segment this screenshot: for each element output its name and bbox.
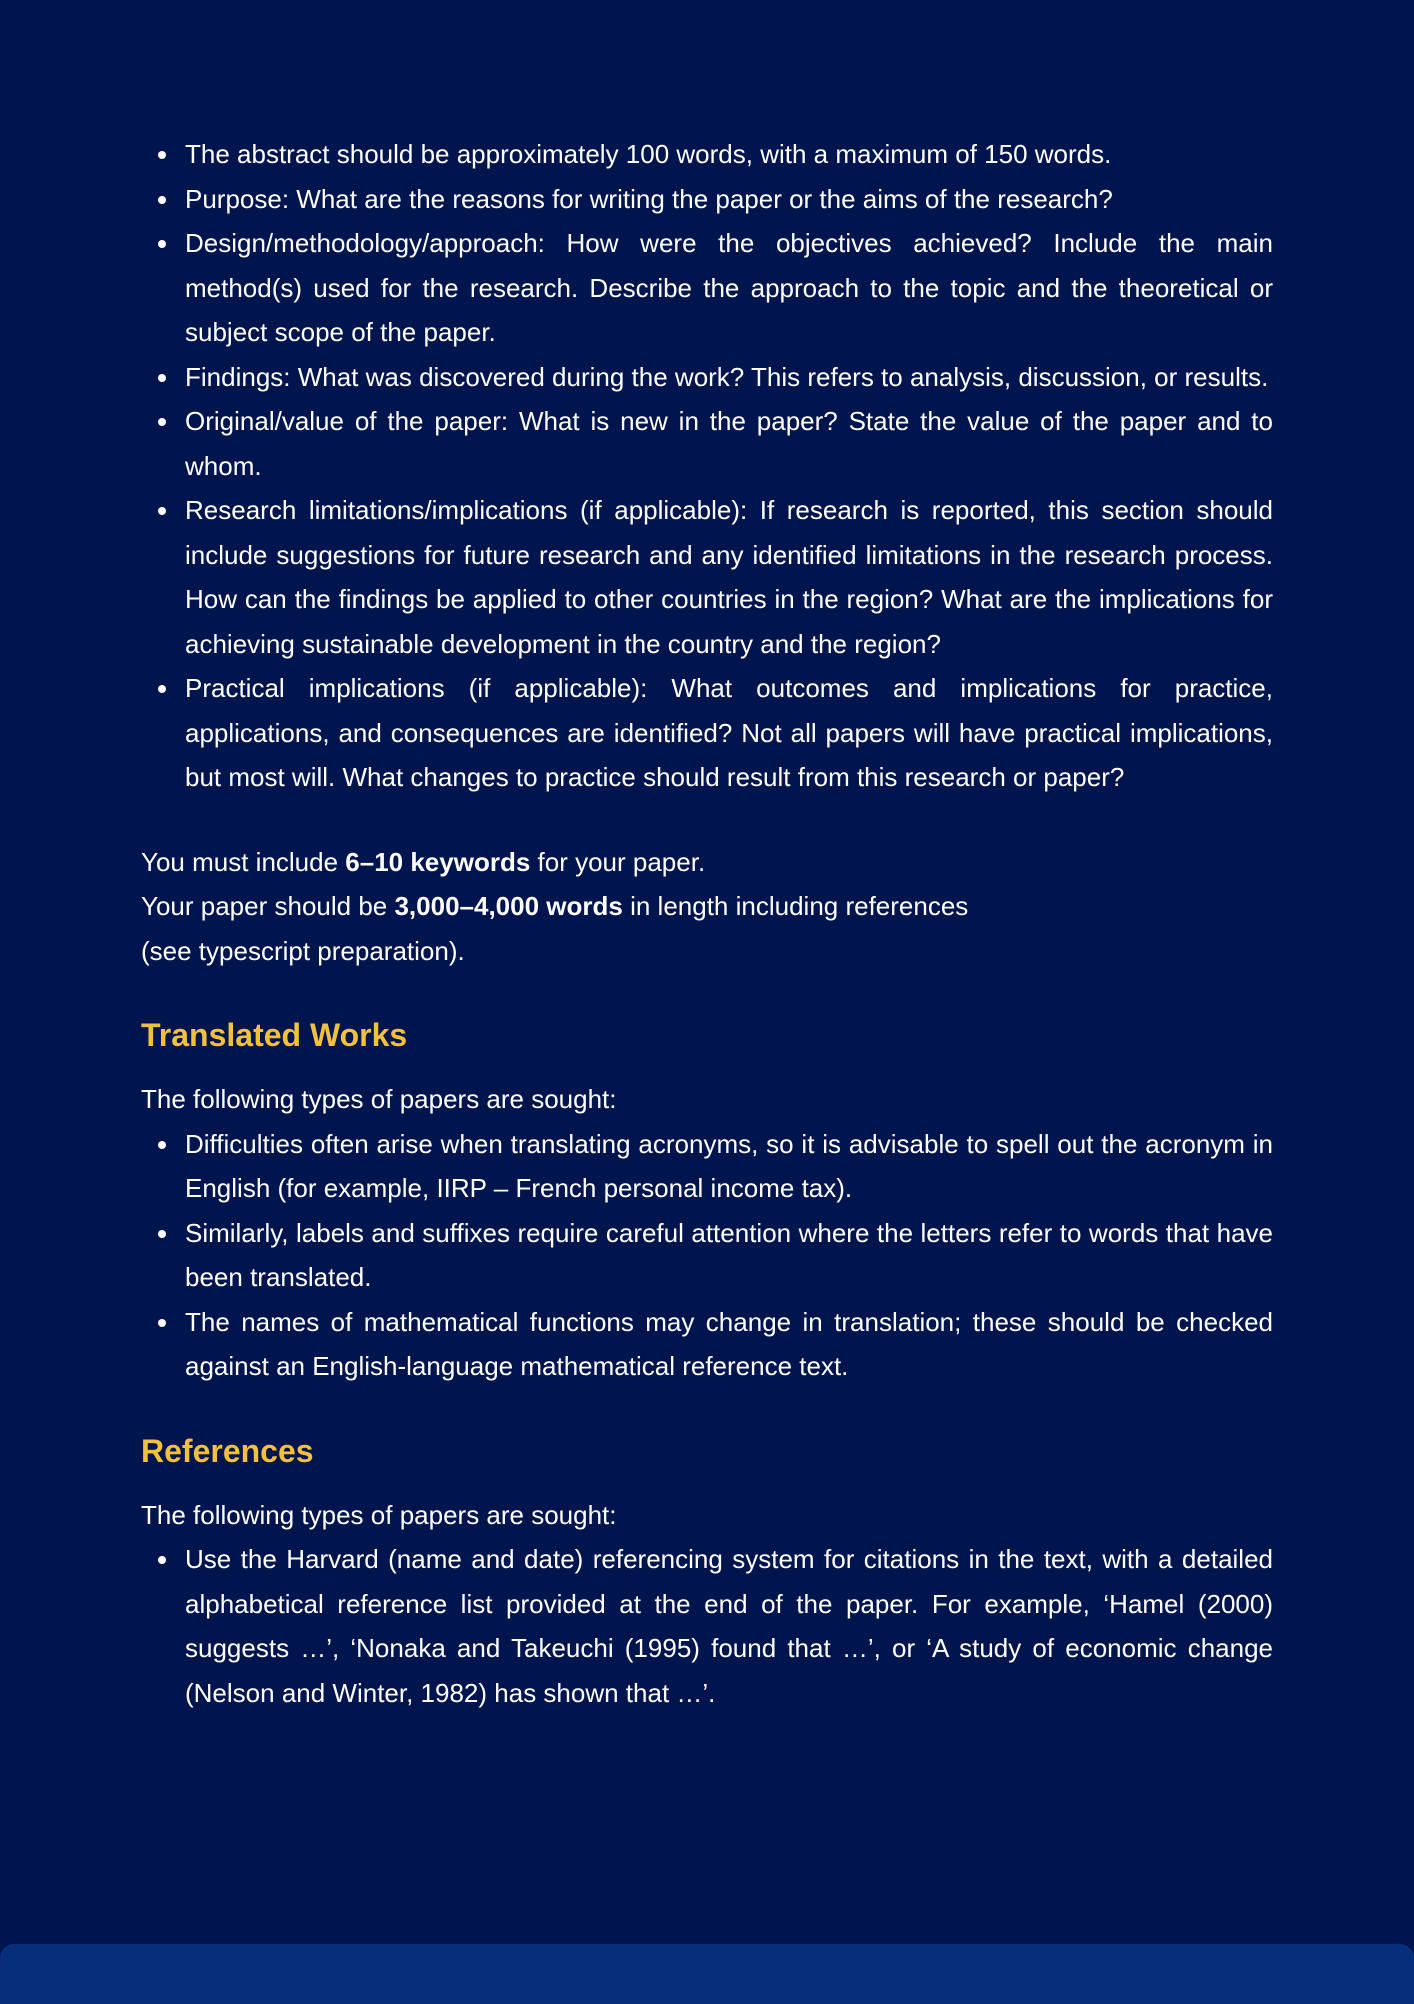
references-list (141, 1537, 1273, 1715)
list-item: The names of mathematical functions may change in translation; these should be checked against an English-language mathematical reference text. (185, 1300, 1273, 1389)
list-item: Use the Harvard (name and date) referencing system for citations in the text, with a detailed alphabetical reference list provided at the end of the paper. For example, ‘Hamel (2000) suggests …’, ‘Nonaka and Takeuchi (1995) found that …’, or ‘A study of economic change (Nelson and Winter, 1982) has shown that …’. (185, 1537, 1273, 1715)
bullet-icon (158, 240, 166, 248)
bullet-icon (158, 1230, 166, 1238)
list-item: Similarly, labels and suffixes require careful attention where the letters refer to words that have been translated. (185, 1211, 1273, 1300)
bullet-icon (158, 685, 166, 693)
requirements-block (141, 840, 1273, 974)
length-requirement: Your paper should be 3,000–4,000 words in length including references (see typescript preparation). (141, 891, 969, 966)
keywords-requirement: You must include 6–10 keywords for your paper. (141, 846, 706, 877)
translated-works-list (141, 1122, 1273, 1389)
list-item: Purpose: What are the reasons for writing the paper or the aims of the research? (185, 177, 1273, 222)
abstract-guidelines-list (141, 132, 1273, 800)
bullet-icon (158, 1141, 166, 1149)
translated-works-intro: The following types of papers are sought: (141, 1084, 617, 1114)
bullet-icon (158, 196, 166, 204)
bullet-icon (158, 151, 166, 159)
references-intro: The following types of papers are sought: (141, 1499, 617, 1530)
list-item: Research limitations/implications (if applicable): If research is reported, this section should include suggestions for future research and any identified limitations in the research process. How can the findings be applied to other countries in the region? What are the implications for achieving sustainable development in the country and the region? (185, 488, 1273, 666)
bullet-icon (158, 418, 166, 426)
bullet-icon (158, 507, 166, 515)
document-body (141, 132, 1273, 1715)
list-item: Difficulties often arise when translating acronyms, so it is advisable to spell out the acronym in English (for example, IIRP – French personal income tax). (185, 1122, 1273, 1211)
bullet-icon (158, 1556, 166, 1564)
footer-bar (0, 1944, 1414, 2004)
bullet-icon (158, 1319, 166, 1327)
list-item: Design/methodology/approach: How were the objectives achieved? Include the main method(s) used for the research. Describe the approach to the topic and the theoretical or subject scope of the paper. (185, 221, 1273, 355)
references-heading: References (141, 1432, 314, 1469)
list-item: Findings: What was discovered during the work? This refers to analysis, discussion, or results. (185, 355, 1273, 400)
bullet-icon (158, 374, 166, 382)
list-item: The abstract should be approximately 100 words, with a maximum of 150 words. (185, 132, 1273, 177)
translated-works-heading: Translated Works (141, 1017, 408, 1053)
list-item: Original/value of the paper: What is new in the paper? State the value of the paper and to whom. (185, 399, 1273, 488)
list-item: Practical implications (if applicable): What outcomes and implications for practice, applications, and consequences are identified? Not all papers will have practical implications, but most will. What changes to practice should result from this research or paper? (185, 666, 1273, 800)
